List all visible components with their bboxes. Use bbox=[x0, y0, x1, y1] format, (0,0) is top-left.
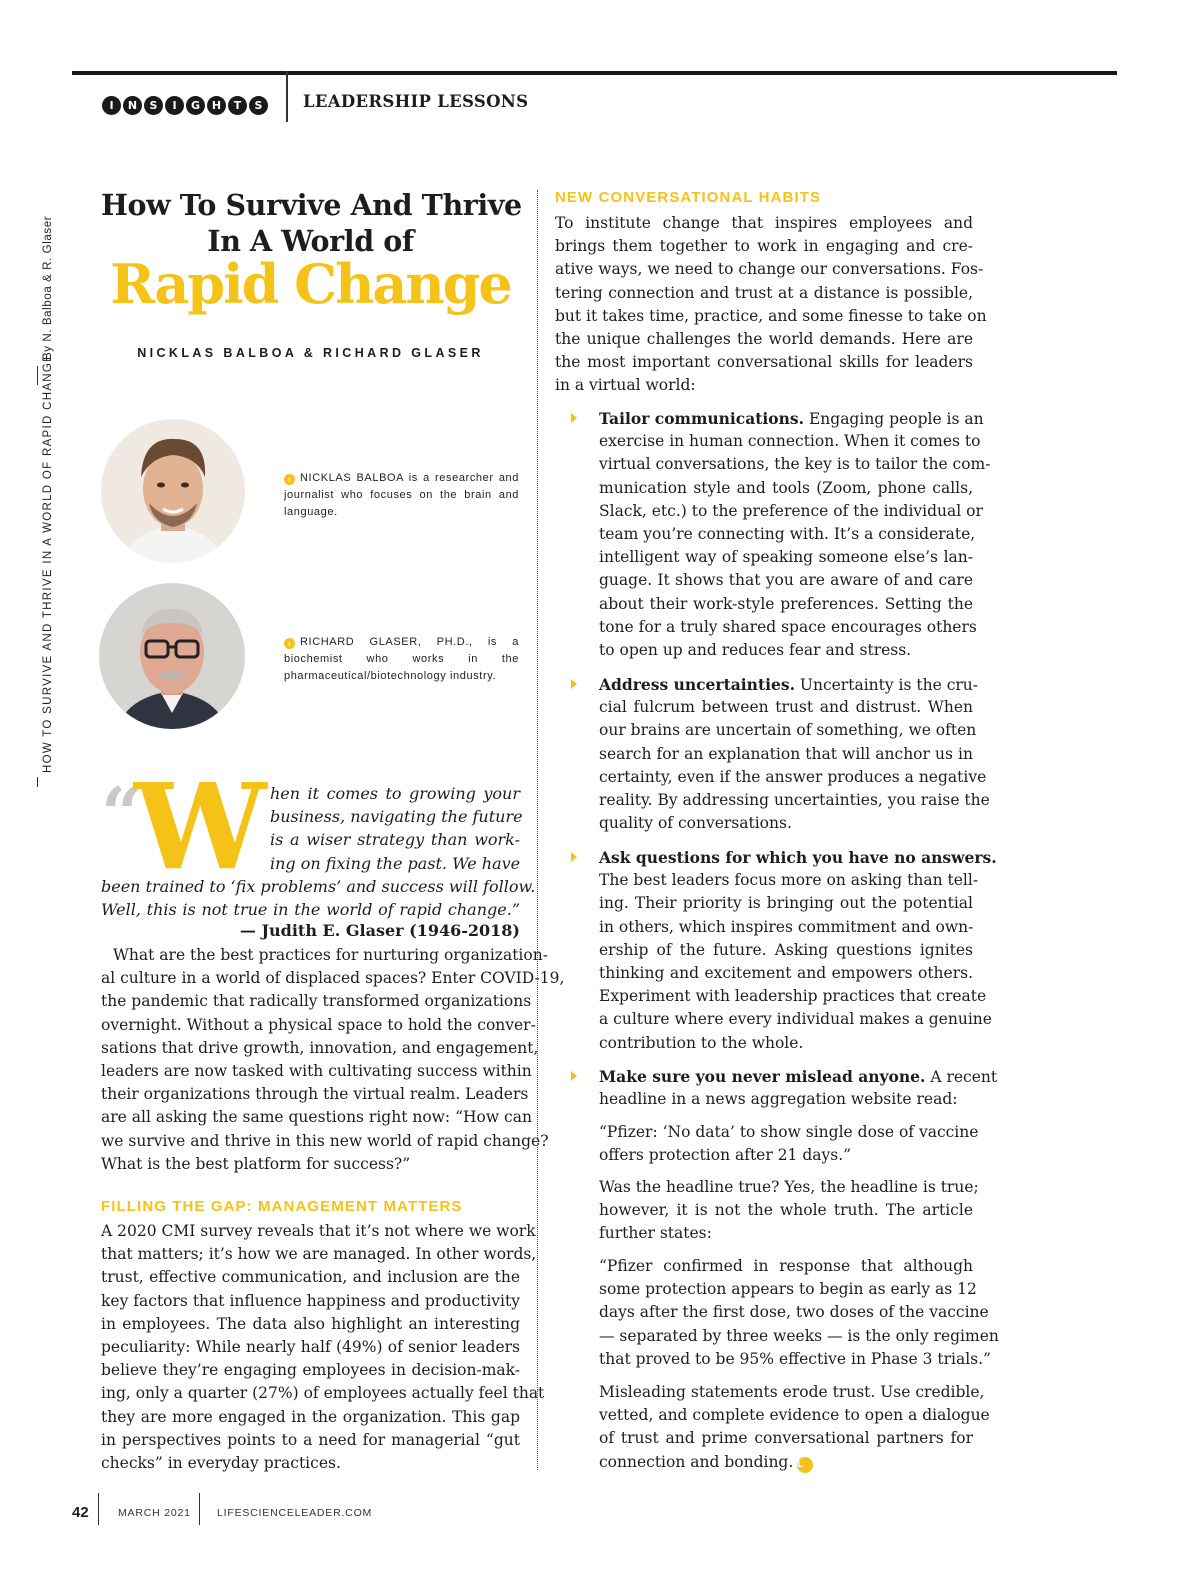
body-line: in employees. The data also highlight an interesting bbox=[101, 1314, 520, 1333]
body-line: exercise in human connection. When it comes to bbox=[599, 432, 981, 451]
body-line: brings them together to work in engaging and cre- bbox=[555, 237, 973, 256]
insights-letter: G bbox=[186, 96, 205, 115]
body-line: in perspectives points to a need for managerial “gut bbox=[101, 1430, 520, 1449]
body-line: however, it is not the whole truth. The article bbox=[599, 1201, 973, 1220]
body-line bbox=[599, 1451, 973, 1474]
insights-letter: I bbox=[102, 96, 121, 115]
body-line: our brains are uncertain of something, we often bbox=[599, 721, 977, 740]
body-line: the pandemic that radically transformed organizations bbox=[101, 992, 532, 1011]
insights-letter: T bbox=[228, 96, 247, 115]
body-line: about their work-style preferences. Setting the bbox=[599, 594, 973, 613]
body-line: cial fulcrum between trust and distrust. When bbox=[599, 698, 973, 717]
quote-line: ing on fixing the past. We have bbox=[270, 853, 521, 873]
body-line: contribution to the whole. bbox=[599, 1033, 804, 1052]
body-line: key factors that influence happiness and productivity bbox=[101, 1291, 520, 1310]
bullet-tailor-communications bbox=[599, 407, 991, 662]
col2-intro-paragraph bbox=[555, 212, 987, 398]
insights-letter: H bbox=[207, 96, 226, 115]
footer-date: MARCH 2021 bbox=[118, 1507, 191, 1519]
body-line: certainty, even if the answer produces a negative bbox=[599, 767, 987, 786]
body-line: What is the best platform for success?” bbox=[101, 1154, 411, 1173]
body-line: Misleading statements erode trust. Use credible, bbox=[599, 1383, 985, 1401]
article-title-line1: How To Survive And Thrive bbox=[101, 188, 522, 222]
arrow-icon: › bbox=[284, 638, 295, 649]
body-line: search for an explanation that will anchor us in bbox=[599, 744, 973, 763]
bullet-first-line bbox=[599, 1065, 998, 1088]
closing-last-text: connection and bonding. bbox=[599, 1452, 794, 1471]
body-line: checks” in everyday practices. bbox=[101, 1453, 341, 1472]
article-authors: NICKLAS BALBOA & RICHARD GLASER bbox=[137, 346, 484, 360]
page-number: 42 bbox=[72, 1504, 89, 1521]
top-rule bbox=[72, 71, 1117, 75]
body-line: virtual conversations, the key is to tailor the com- bbox=[599, 455, 991, 474]
body-line: ership of the future. Asking questions ignites bbox=[599, 940, 973, 959]
body-line: some protection appears to begin as early as 12 bbox=[599, 1280, 977, 1299]
bullet-first-rest: A recent bbox=[925, 1068, 998, 1086]
body-line: of trust and prime conversational partners for bbox=[599, 1429, 973, 1448]
pull-quote-narrow bbox=[270, 782, 523, 875]
body-line: quality of conversations. bbox=[599, 814, 792, 833]
side-byline: By N. Balboa & R. Glaser bbox=[42, 215, 54, 360]
insights-badge bbox=[102, 96, 268, 115]
side-running-title: HOW TO SURVIVE AND THRIVE IN A WORLD OF RAPID CHANGE bbox=[42, 352, 54, 773]
bullet-first-line bbox=[599, 407, 984, 430]
body-line: “Pfizer confirmed in response that although bbox=[599, 1257, 973, 1275]
insights-letter: I bbox=[165, 96, 184, 115]
body-line: thinking and excitement and empowers others. bbox=[599, 963, 973, 982]
headline-true-paragraph bbox=[599, 1176, 979, 1246]
body-line: the most important conversational skills for leaders bbox=[555, 353, 973, 372]
insights-letter: S bbox=[144, 96, 163, 115]
pfizer-confirm-paragraph bbox=[599, 1255, 999, 1371]
bio-glaser bbox=[284, 634, 519, 685]
body-line: days after the first dose, two doses of the vaccine bbox=[599, 1303, 989, 1322]
pull-quote-wide bbox=[101, 875, 536, 921]
body-line: that proved to be 95% effective in Phase 3 trials.” bbox=[599, 1349, 991, 1368]
body-line: sations that drive growth, innovation, and engagement, bbox=[101, 1038, 539, 1057]
quote-line: hen it comes to growing your bbox=[270, 784, 520, 803]
body-line: their organizations through the virtual realm. Leaders bbox=[101, 1085, 529, 1104]
quote-line: Well, this is not true in the world of rapid change.” bbox=[101, 900, 520, 920]
body-line: that matters; it’s how we are managed. In other words, bbox=[101, 1245, 537, 1264]
header-divider bbox=[286, 71, 288, 122]
section-header bbox=[102, 88, 529, 122]
footer-rule bbox=[199, 1493, 200, 1525]
quote-mark-icon: “ bbox=[101, 771, 143, 856]
quote-line: business, navigating the future bbox=[270, 807, 523, 827]
body-line: are all asking the same questions right now: “How can bbox=[101, 1108, 532, 1127]
bullet-address-uncertainties bbox=[599, 673, 990, 835]
body-line: in others, which inspires commitment and own- bbox=[599, 917, 974, 936]
body-line: A 2020 CMI survey reveals that it’s not where we work bbox=[101, 1222, 536, 1240]
bio-balboa bbox=[284, 470, 519, 521]
body-line: leaders are now tasked with cultivating success within bbox=[101, 1061, 532, 1080]
bullet-lead: Tailor communications. bbox=[599, 409, 805, 428]
body-line: munication style and tools (Zoom, phone calls, bbox=[599, 478, 973, 497]
body-line: guage. It shows that you are aware of and care bbox=[599, 571, 973, 590]
body-line: intelligent way of speaking someone else’s lan- bbox=[599, 548, 973, 567]
bullet-lead: Address uncertainties. bbox=[599, 675, 795, 694]
body-line: offers protection after 21 days.” bbox=[599, 1146, 852, 1165]
bullet-arrow-icon bbox=[571, 679, 577, 689]
body-line: — separated by three weeks — is the only regimen bbox=[599, 1326, 999, 1345]
body-line: vetted, and complete evidence to open a dialogue bbox=[599, 1406, 990, 1425]
body-line: overnight. Without a physical space to hold the conver- bbox=[101, 1015, 536, 1034]
body-line: To institute change that inspires employees and bbox=[555, 214, 973, 232]
body-line: peculiarity: While nearly half (49%) of senior leaders bbox=[101, 1337, 520, 1356]
bullet-first-line bbox=[599, 846, 997, 869]
body-line: tering connection and trust at a distance is possible, bbox=[555, 283, 973, 302]
body-line: ing. Their priority is bringing out the potential bbox=[599, 894, 973, 913]
body-line: Experiment with leadership practices that create bbox=[599, 987, 987, 1006]
closing-paragraph bbox=[599, 1381, 990, 1474]
bio-text: RICHARD GLASER, PH.D., is a biochemist who works in the pharmaceutical/biotechnology industry. bbox=[284, 636, 519, 682]
subhead-new-habits: NEW CONVERSATIONAL HABITS bbox=[555, 189, 822, 206]
insights-letter: N bbox=[123, 96, 142, 115]
body-line: The best leaders focus more on asking than tell- bbox=[599, 871, 979, 890]
bullet-never-mislead bbox=[599, 1065, 998, 1111]
body-line: Slack, etc.) to the preference of the individual or bbox=[599, 501, 983, 520]
body-line: ing, only a quarter (27%) of employees actually feel that bbox=[101, 1384, 545, 1403]
column-divider bbox=[537, 190, 538, 1470]
bullet-ask-questions bbox=[599, 846, 997, 1055]
body-line: headline in a news aggregation website read: bbox=[599, 1090, 958, 1109]
bullet-arrow-icon bbox=[571, 1071, 577, 1081]
side-rule bbox=[37, 777, 38, 787]
body-line: team you’re connecting with. It’s a considerate, bbox=[599, 524, 976, 543]
quote-attribution: — Judith E. Glaser (1946-2018) bbox=[239, 921, 520, 940]
bullet-arrow-icon bbox=[571, 413, 577, 423]
body-line: tone for a truly shared space encourages others bbox=[599, 617, 977, 636]
bullet-first-rest: Uncertainty is the cru- bbox=[794, 676, 979, 694]
body-line: they are more engaged in the organization. This gap bbox=[101, 1407, 520, 1426]
footer-site: LIFESCIENCELEADER.COM bbox=[217, 1507, 373, 1519]
article-title-line2: In A World of bbox=[207, 224, 414, 258]
headline-quote-paragraph bbox=[599, 1121, 979, 1167]
body-line: further states: bbox=[599, 1224, 712, 1243]
body-line: the unique challenges the world demands. Here are bbox=[555, 329, 973, 348]
body-line: al culture in a world of displaced spaces? Enter COVID-19, bbox=[101, 969, 565, 988]
body-line: we survive and thrive in this new world of rapid change? bbox=[101, 1131, 549, 1150]
bullet-arrow-icon bbox=[571, 852, 577, 862]
body-line: ative ways, we need to change our conversations. Fos- bbox=[555, 260, 984, 279]
body-line: in a virtual world: bbox=[555, 376, 696, 395]
gap-paragraph bbox=[101, 1220, 545, 1475]
side-rule bbox=[37, 366, 38, 385]
section-label: LEADERSHIP LESSONS bbox=[303, 92, 529, 111]
insights-letter: S bbox=[249, 96, 268, 115]
author-photo-glaser bbox=[99, 583, 245, 729]
bullet-lead: Ask questions for which you have no answers. bbox=[599, 848, 997, 867]
body-line: but it takes time, practice, and some finesse to take on bbox=[555, 306, 987, 325]
body-line: “Pfizer: ‘No data’ to show single dose of vaccine bbox=[599, 1123, 979, 1141]
body-line: Was the headline true? Yes, the headline is true; bbox=[599, 1178, 979, 1196]
bullet-first-line bbox=[599, 673, 979, 696]
drop-cap: W bbox=[134, 757, 257, 896]
article-title-highlight: Rapid Change bbox=[110, 252, 511, 316]
author-photo-balboa bbox=[101, 419, 245, 563]
bullet-first-rest: Engaging people is an bbox=[804, 410, 984, 428]
bio-text: NICKLAS BALBOA is a researcher and journalist who focuses on the brain and language. bbox=[284, 472, 519, 518]
body-line: reality. By addressing uncertainties, you raise the bbox=[599, 790, 990, 809]
arrow-icon: › bbox=[284, 474, 295, 485]
body-line: What are the best practices for nurturing organization- bbox=[113, 946, 548, 964]
end-mark-icon: L bbox=[797, 1457, 813, 1473]
body-line: a culture where every individual makes a genuine bbox=[599, 1010, 992, 1029]
body-line: trust, effective communication, and inclusion are the bbox=[101, 1268, 520, 1287]
footer-rule bbox=[98, 1493, 99, 1525]
quote-line: been trained to ‘fix problems’ and success will follow. bbox=[101, 877, 536, 896]
intro-paragraph bbox=[101, 944, 565, 1176]
body-line: believe they’re engaging employees in decision-mak- bbox=[101, 1361, 520, 1380]
body-line: to open up and reduces fear and stress. bbox=[599, 640, 912, 659]
bullet-lead: Make sure you never mislead anyone. bbox=[599, 1067, 926, 1086]
quote-line: is a wiser strategy than work- bbox=[270, 830, 520, 850]
subhead-filling-the-gap: FILLING THE GAP: MANAGEMENT MATTERS bbox=[101, 1198, 463, 1215]
